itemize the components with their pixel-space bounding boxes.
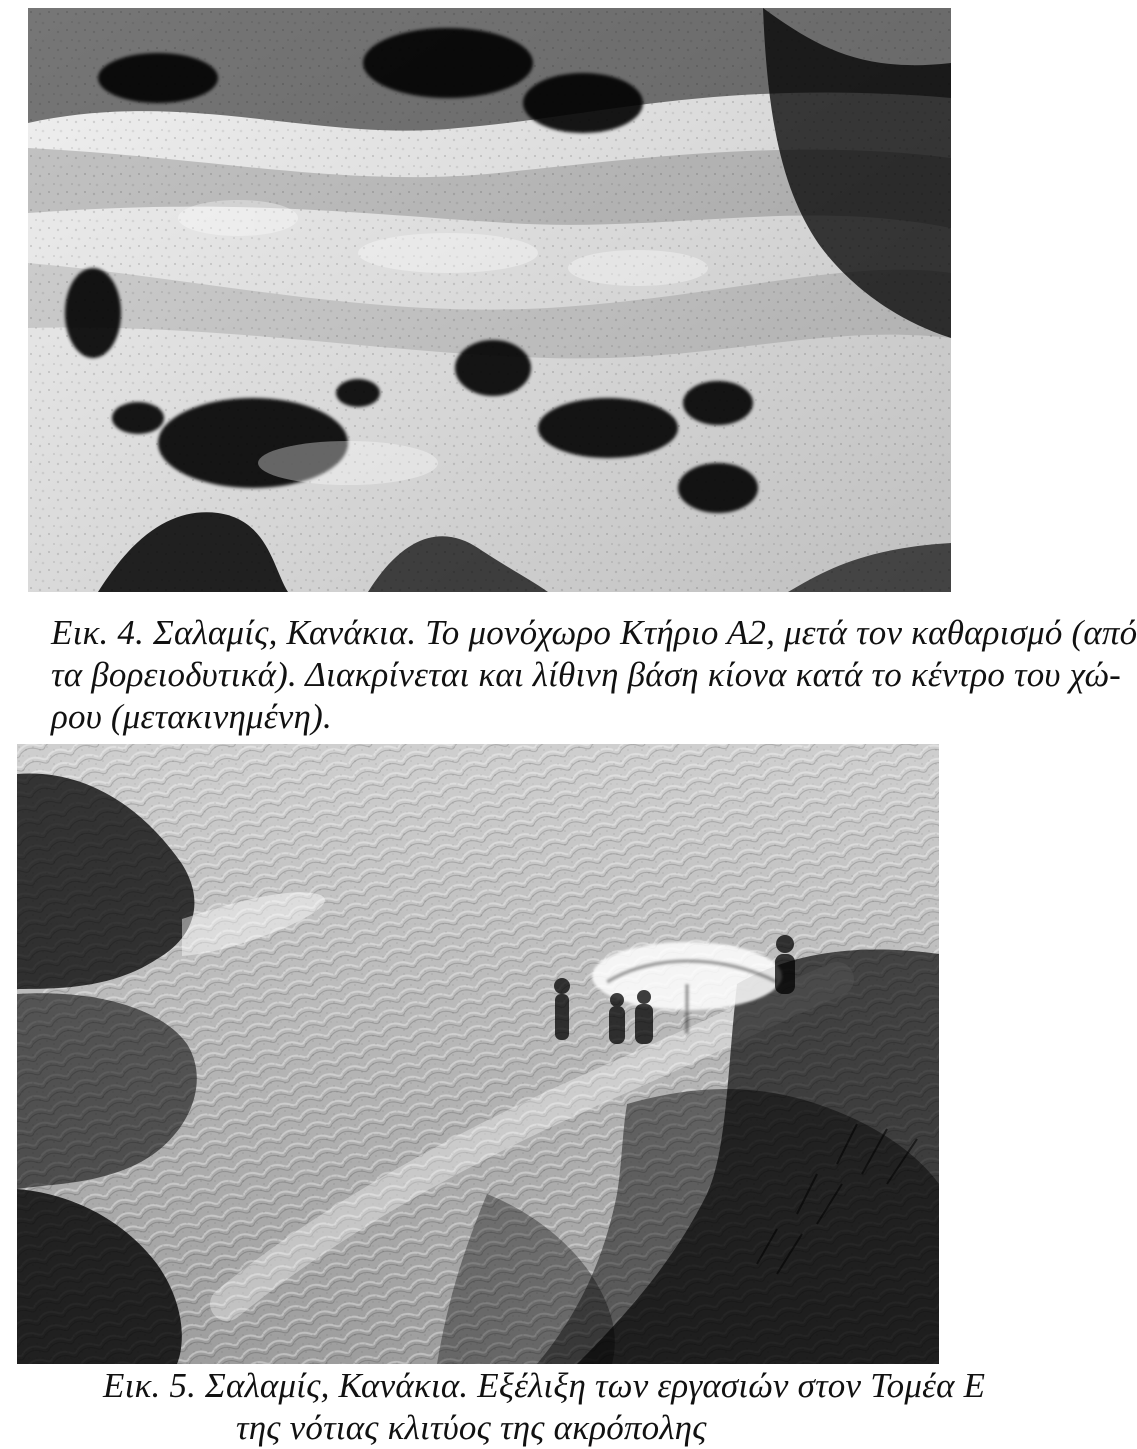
figure-5-photo-image xyxy=(17,744,939,1364)
figure-4-caption-line-2: τα βορειοδυτικά). Διακρίνεται και λίθινη βάση κίονα κατά το κέντρο του χώ- xyxy=(51,655,1121,694)
figure-5-photo xyxy=(17,744,939,1364)
figure-5-caption-line-1: Εικ. 5. Σαλαμίς, Κανάκια. Εξέλιξη των εργασιών στον Τομέα Ε xyxy=(103,1366,986,1405)
figure-5-caption xyxy=(103,1365,1003,1447)
figure-5-caption-line-2: της νότιας κλιτύος της ακρόπολης xyxy=(236,1408,707,1447)
figure-4-caption xyxy=(51,612,1137,738)
figure-4-caption-line-3: ρου (μετακινημένη). xyxy=(51,697,332,736)
figure-4-caption-line-1: Εικ. 4. Σαλαμίς, Κανάκια. Το μονόχωρο Κτήριο Α2, μετά τον καθαρισμό (από xyxy=(51,613,1137,652)
figure-4-photo-image xyxy=(28,8,951,592)
figure-4-photo xyxy=(28,8,951,592)
